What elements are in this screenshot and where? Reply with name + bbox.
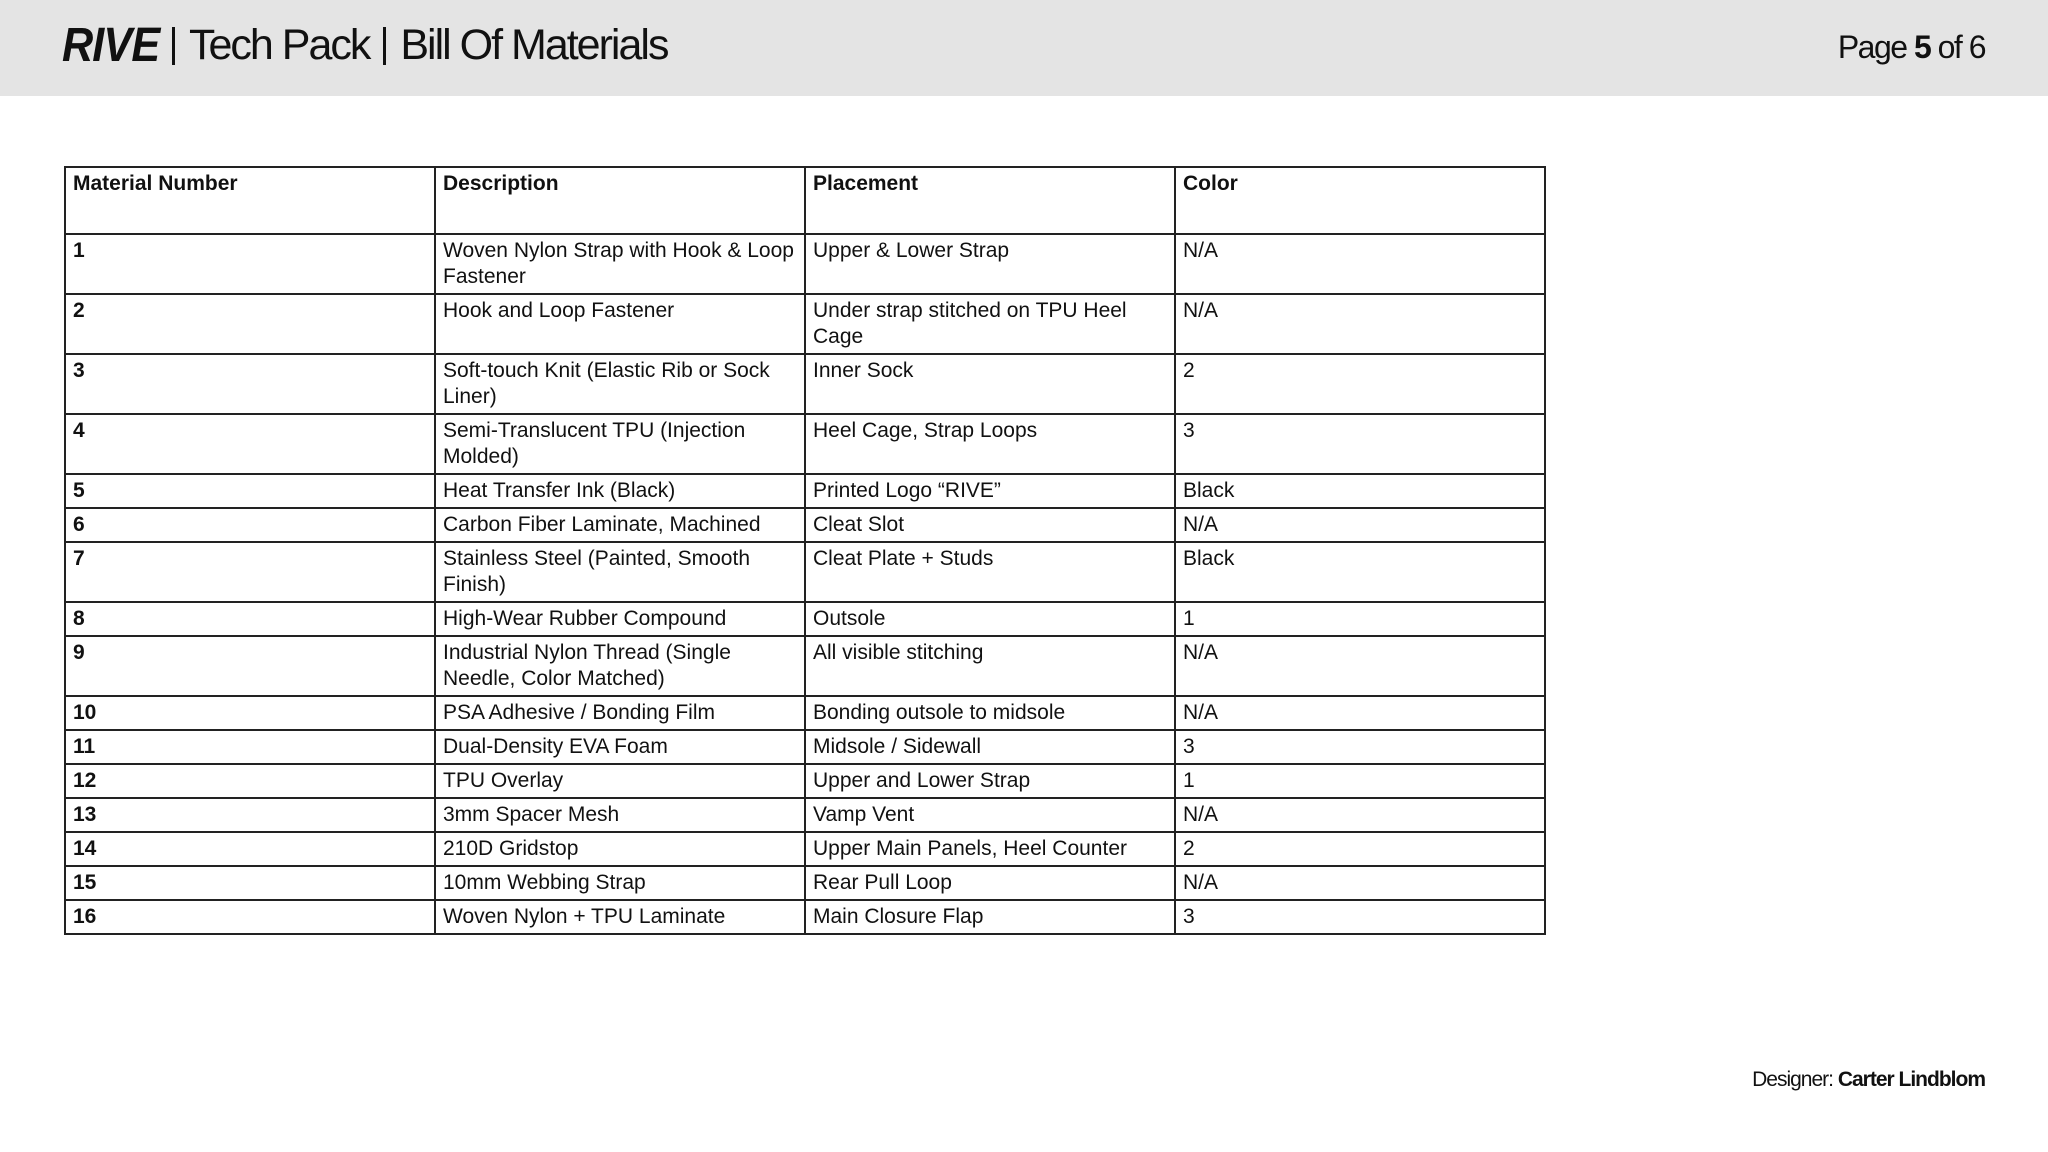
table-row bbox=[65, 234, 1545, 294]
header-title-group bbox=[62, 18, 667, 73]
color-cell: N/A bbox=[1175, 696, 1545, 730]
table-header-row bbox=[65, 167, 1545, 234]
column-header-description: Description bbox=[435, 167, 805, 234]
color-cell: N/A bbox=[1175, 798, 1545, 832]
table-row bbox=[65, 866, 1545, 900]
table-row bbox=[65, 798, 1545, 832]
material-number-cell: 7 bbox=[65, 542, 435, 602]
description-cell: Hook and Loop Fastener bbox=[435, 294, 805, 354]
description-cell: High-Wear Rubber Compound bbox=[435, 602, 805, 636]
table-row bbox=[65, 414, 1545, 474]
designer-name: Carter Lindblom bbox=[1837, 1068, 1985, 1091]
designer-label: Designer: bbox=[1752, 1068, 1838, 1091]
color-cell: N/A bbox=[1175, 234, 1545, 294]
color-cell: N/A bbox=[1175, 508, 1545, 542]
description-cell: TPU Overlay bbox=[435, 764, 805, 798]
table-row bbox=[65, 542, 1545, 602]
table-row bbox=[65, 730, 1545, 764]
placement-cell: Bonding outsole to midsole bbox=[805, 696, 1175, 730]
table-row bbox=[65, 294, 1545, 354]
description-cell: PSA Adhesive / Bonding Film bbox=[435, 696, 805, 730]
table-row bbox=[65, 696, 1545, 730]
color-cell: Black bbox=[1175, 542, 1545, 602]
placement-cell: Cleat Plate + Studs bbox=[805, 542, 1175, 602]
table-row bbox=[65, 474, 1545, 508]
material-number-cell: 11 bbox=[65, 730, 435, 764]
description-cell: Woven Nylon Strap with Hook & Loop Fastener bbox=[435, 234, 805, 294]
table-row bbox=[65, 354, 1545, 414]
color-cell: 2 bbox=[1175, 354, 1545, 414]
color-cell: 2 bbox=[1175, 832, 1545, 866]
material-number-cell: 6 bbox=[65, 508, 435, 542]
material-number-cell: 12 bbox=[65, 764, 435, 798]
placement-cell: Heel Cage, Strap Loops bbox=[805, 414, 1175, 474]
table-row bbox=[65, 764, 1545, 798]
table-row bbox=[65, 900, 1545, 934]
color-cell: Black bbox=[1175, 474, 1545, 508]
header-section: Tech Pack bbox=[189, 21, 370, 69]
placement-cell: Vamp Vent bbox=[805, 798, 1175, 832]
table-row bbox=[65, 832, 1545, 866]
column-header-color: Color bbox=[1175, 167, 1545, 234]
page-title: Bill Of Materials bbox=[400, 21, 668, 69]
placement-cell: Outsole bbox=[805, 602, 1175, 636]
table-row bbox=[65, 602, 1545, 636]
description-cell: Industrial Nylon Thread (Single Needle, Color Matched) bbox=[435, 636, 805, 696]
placement-cell: Upper and Lower Strap bbox=[805, 764, 1175, 798]
color-cell: 3 bbox=[1175, 414, 1545, 474]
material-number-cell: 8 bbox=[65, 602, 435, 636]
material-number-cell: 15 bbox=[65, 866, 435, 900]
color-cell: N/A bbox=[1175, 866, 1545, 900]
table-row bbox=[65, 508, 1545, 542]
description-cell: 210D Gridstop bbox=[435, 832, 805, 866]
bill-of-materials-table bbox=[64, 166, 1546, 935]
color-cell: 3 bbox=[1175, 900, 1545, 934]
material-number-cell: 14 bbox=[65, 832, 435, 866]
designer-credit bbox=[1752, 1068, 1985, 1092]
placement-cell: All visible stitching bbox=[805, 636, 1175, 696]
description-cell: Dual-Density EVA Foam bbox=[435, 730, 805, 764]
material-number-cell: 2 bbox=[65, 294, 435, 354]
table-row bbox=[65, 636, 1545, 696]
material-number-cell: 3 bbox=[65, 354, 435, 414]
header-bar bbox=[0, 0, 2048, 96]
placement-cell: Main Closure Flap bbox=[805, 900, 1175, 934]
placement-cell: Midsole / Sidewall bbox=[805, 730, 1175, 764]
material-number-cell: 5 bbox=[65, 474, 435, 508]
material-number-cell: 16 bbox=[65, 900, 435, 934]
description-cell: Soft-touch Knit (Elastic Rib or Sock Liner) bbox=[435, 354, 805, 414]
color-cell: N/A bbox=[1175, 294, 1545, 354]
description-cell: Carbon Fiber Laminate, Machined bbox=[435, 508, 805, 542]
rive-logo: RIVE bbox=[62, 19, 160, 72]
description-cell: Semi-Translucent TPU (Injection Molded) bbox=[435, 414, 805, 474]
description-cell: 3mm Spacer Mesh bbox=[435, 798, 805, 832]
column-header-material-number: Material Number bbox=[65, 167, 435, 234]
color-cell: N/A bbox=[1175, 636, 1545, 696]
description-cell: Woven Nylon + TPU Laminate bbox=[435, 900, 805, 934]
page-total: of 6 bbox=[1930, 29, 1985, 65]
placement-cell: Rear Pull Loop bbox=[805, 866, 1175, 900]
placement-cell: Printed Logo “RIVE” bbox=[805, 474, 1175, 508]
column-header-placement: Placement bbox=[805, 167, 1175, 234]
material-number-cell: 9 bbox=[65, 636, 435, 696]
placement-cell: Upper & Lower Strap bbox=[805, 234, 1175, 294]
description-cell: Stainless Steel (Painted, Smooth Finish) bbox=[435, 542, 805, 602]
placement-cell: Cleat Slot bbox=[805, 508, 1175, 542]
header-divider bbox=[383, 27, 386, 65]
color-cell: 3 bbox=[1175, 730, 1545, 764]
page-label: Page bbox=[1837, 29, 1914, 65]
color-cell: 1 bbox=[1175, 764, 1545, 798]
color-cell: 1 bbox=[1175, 602, 1545, 636]
page-indicator bbox=[1838, 29, 1985, 66]
placement-cell: Under strap stitched on TPU Heel Cage bbox=[805, 294, 1175, 354]
description-cell: 10mm Webbing Strap bbox=[435, 866, 805, 900]
header-divider bbox=[172, 27, 175, 65]
material-number-cell: 13 bbox=[65, 798, 435, 832]
page-current: 5 bbox=[1913, 29, 1931, 65]
material-number-cell: 1 bbox=[65, 234, 435, 294]
description-cell: Heat Transfer Ink (Black) bbox=[435, 474, 805, 508]
material-number-cell: 10 bbox=[65, 696, 435, 730]
placement-cell: Inner Sock bbox=[805, 354, 1175, 414]
material-number-cell: 4 bbox=[65, 414, 435, 474]
placement-cell: Upper Main Panels, Heel Counter bbox=[805, 832, 1175, 866]
